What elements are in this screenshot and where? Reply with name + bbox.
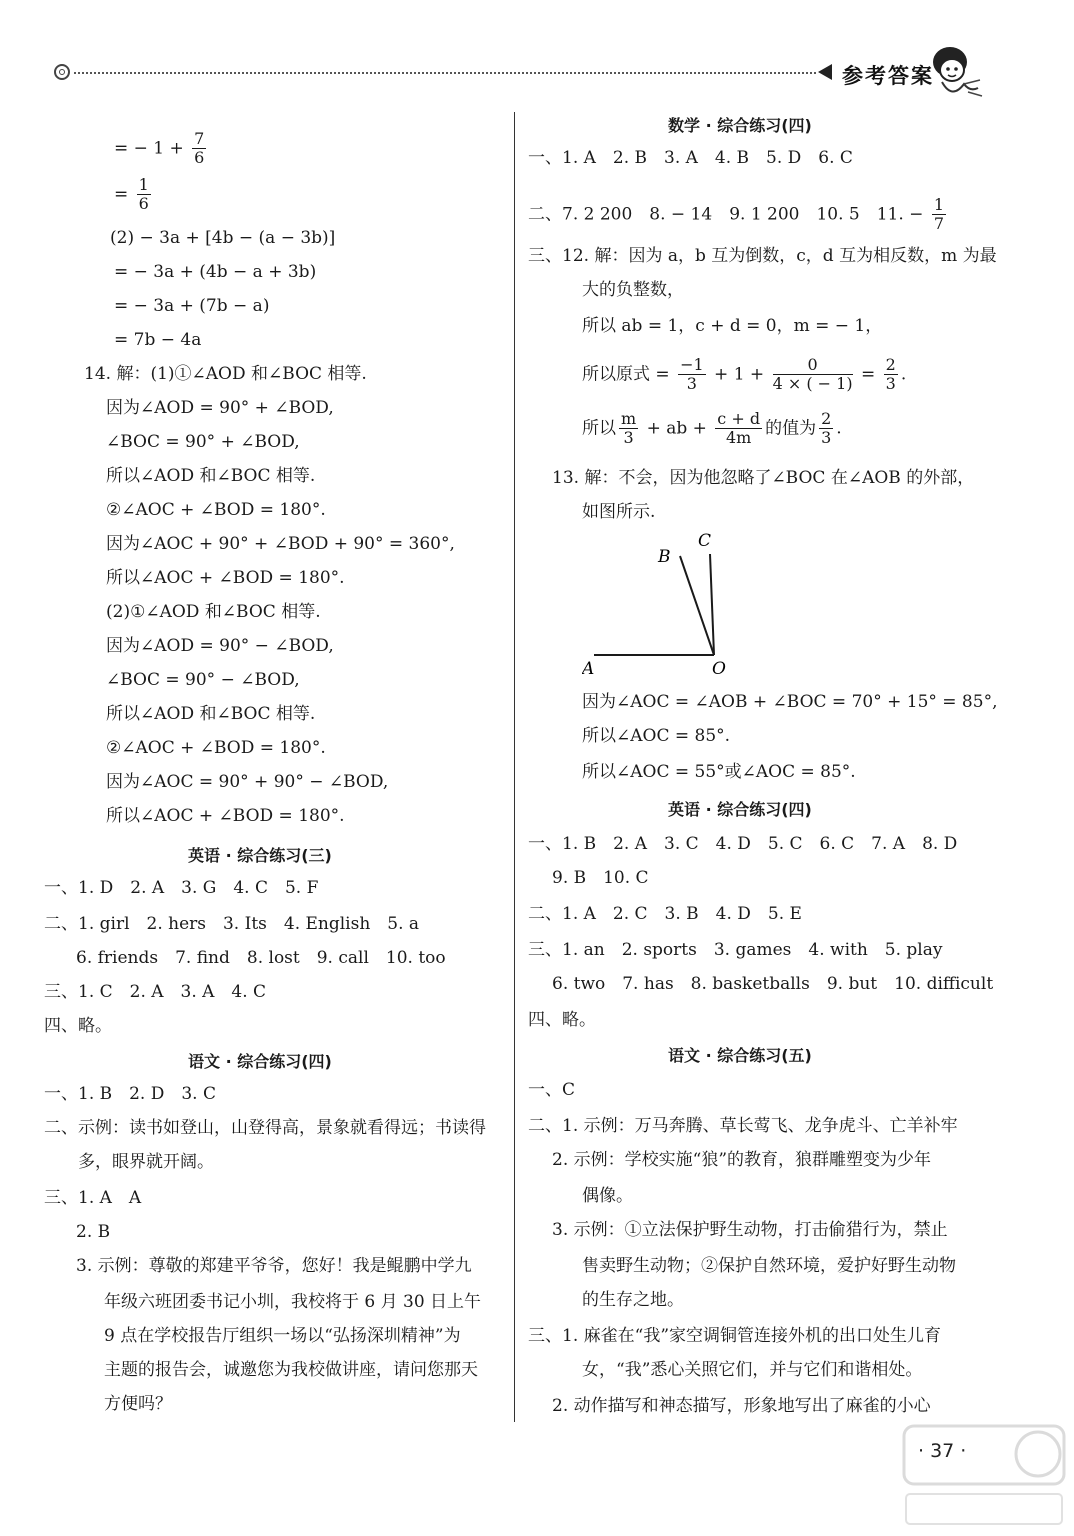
- ray-OB: [680, 556, 714, 655]
- answer-line: = − 1 + $\frac{7}{6}$: [114, 129, 205, 168]
- answer-line: 9 点在学校报告厅组织一场以“弘扬深圳精神”为: [104, 1326, 461, 1346]
- answer-line: 一、1. A 2. B 3. A 4. B 5. D 6. C: [528, 148, 853, 168]
- column-divider: [514, 112, 515, 1422]
- answer-line: 年级六班团委书记小圳，我校将于 6 月 30 日上午: [104, 1292, 482, 1312]
- answer-line: 方便吗？: [104, 1394, 172, 1414]
- answer-line: 14. 解：(1)①∠AOD 和∠BOC 相等.: [84, 364, 367, 384]
- answer-line: 二、1. 示例：万马奔腾、草长莺飞、龙争虎斗、亡羊补牢: [528, 1116, 958, 1136]
- answer-line: 主题的报告会，诚邀您为我校做讲座，请问您那天: [104, 1360, 478, 1380]
- fraction: $\frac{1}{7}$: [933, 195, 945, 234]
- answer-line: 所以∠AOC = 85°.: [582, 726, 731, 746]
- answer-line: = − 3a + (4b − a + 3b): [114, 262, 317, 282]
- label-A: A: [582, 659, 595, 678]
- answer-line: ∠BOC = 90° − ∠BOD,: [106, 670, 300, 690]
- header-circle-icon: [54, 64, 70, 80]
- answer-line: 2. 动作描写和神态描写，形象地写出了麻雀的小心: [552, 1396, 931, 1416]
- answer-line: 一、1. D 2. A 3. G 4. C 5. F: [44, 878, 319, 898]
- answer-line: 三、1. 麻雀在“我”家空调铜管连接外机的出口处生儿育: [528, 1326, 942, 1346]
- answer-line: 所以原式 = $\frac{-1}{3}$ + 1 + $\frac{0}{4 \times ( - 1)}$ = $\frac{2}{3}$ .: [582, 355, 907, 394]
- answer-line: 一、C: [528, 1080, 576, 1100]
- answer-line: 二、1. A 2. C 3. B 4. D 5. E: [528, 904, 802, 924]
- fraction: $\frac{m}{3}$: [621, 409, 637, 448]
- answer-line: 三、1. an 2. sports 3. games 4. with 5. play: [528, 940, 943, 960]
- mascot-icon: [924, 40, 984, 110]
- fraction: $\frac{-1}{3}$: [680, 355, 704, 394]
- answer-line: (2)①∠AOD 和∠BOC 相等.: [106, 602, 321, 622]
- answer-line: 四、略。: [528, 1010, 596, 1030]
- page-number: · 37 ·: [918, 1440, 967, 1462]
- answer-line: = − 3a + (7b − a): [114, 296, 270, 316]
- section-title: 英语 · 综合练习(三): [188, 846, 332, 865]
- section-title: 语文 · 综合练习(五): [668, 1046, 812, 1065]
- header-arrow-icon: [818, 64, 832, 80]
- answer-line: 因为∠AOC + 90° + ∠BOD + 90° = 360°,: [106, 534, 455, 554]
- answer-line: 一、1. B 2. D 3. C: [44, 1084, 217, 1104]
- answer-line: 三、1. C 2. A 3. A 4. C: [44, 982, 267, 1002]
- answer-line: 二、1. girl 2. hers 3. Its 4. English 5. a: [44, 914, 420, 934]
- answer-line: 因为∠AOC = ∠AOB + ∠BOC = 70° + 15° = 85°,: [582, 692, 998, 712]
- answer-line: 多，眼界就开阔。: [78, 1152, 214, 1172]
- fraction: $\frac{c + d}{4m}$: [717, 409, 761, 448]
- label-O: O: [712, 659, 726, 678]
- section-title: 英语 · 综合练习(四): [668, 800, 812, 819]
- answer-line: 三、12. 解：因为 a，b 互为倒数，c，d 互为相反数，m 为最: [528, 246, 997, 266]
- answer-line: 所以 $\frac{m}{3}$ + ab + $\frac{c + d}{4m}$ 的值为 $\frac{2}{3}$ .: [582, 409, 842, 448]
- answer-line: 13. 解：不会，因为他忽略了∠BOC 在∠AOB 的外部，: [552, 468, 975, 488]
- answer-line: 所以∠AOC = 55°或∠AOC = 85°.: [582, 762, 856, 782]
- fraction: $\frac{2}{3}$: [885, 355, 896, 394]
- label-B: B: [658, 547, 671, 567]
- answer-line: 6. two 7. has 8. basketballs 9. but 10. difficult: [552, 974, 994, 994]
- answer-line: 因为∠AOD = 90° − ∠BOD,: [106, 636, 334, 656]
- answer-line: 3. 示例：①立法保护野生动物，打击偷猎行为，禁止: [552, 1220, 948, 1240]
- section-title: 数学 · 综合练习(四): [668, 116, 812, 135]
- answer-line: 3. 示例：尊敬的郑建平爷爷，您好！我是鲲鹏中学九: [76, 1256, 472, 1276]
- header-dotted-rule: [74, 72, 816, 74]
- answer-line: = 7b − 4a: [114, 330, 202, 350]
- answer-line: 9. B 10. C: [552, 868, 649, 888]
- answer-line: 二、7. 2 200 8. − 14 9. 1 200 10. 5 11. − $\frac{1}{7}$: [528, 195, 945, 234]
- ray-OC: [710, 554, 714, 655]
- answer-line: 所以∠AOD 和∠BOC 相等.: [106, 466, 316, 486]
- answer-line: 如图所示.: [582, 502, 656, 522]
- section-title: 语文 · 综合练习(四): [188, 1052, 332, 1071]
- answer-line: 四、略。: [44, 1016, 112, 1036]
- answer-line: ∠BOC = 90° + ∠BOD,: [106, 432, 300, 452]
- fraction: $\frac{1}{6}$: [138, 175, 149, 214]
- watermark-logo: [900, 1420, 1070, 1530]
- answer-line: 2. 示例：学校实施“狼”的教育，狼群雕塑变为少年: [552, 1150, 932, 1170]
- answer-line: 所以 ab = 1，c + d = 0，m = − 1，: [582, 316, 883, 336]
- answer-line: 所以∠AOD 和∠BOC 相等.: [106, 704, 316, 724]
- answer-line: = $\frac{1}{6}$: [114, 175, 149, 214]
- answer-line: ②∠AOC + ∠BOD = 180°.: [106, 738, 326, 758]
- answer-line: 因为∠AOC = 90° + 90° − ∠BOD,: [106, 772, 389, 792]
- answer-line: (2) − 3a + [4b − (a − 3b)]: [110, 228, 336, 248]
- answer-line: 二、示例：读书如登山，山登得高，景象就看得远；书读得: [44, 1118, 486, 1138]
- answer-line: 所以∠AOC + ∠BOD = 180°.: [106, 568, 345, 588]
- fraction: $\frac{0}{4 \times ( - 1)}$: [772, 355, 853, 394]
- answer-line: ②∠AOC + ∠BOD = 180°.: [106, 500, 326, 520]
- answer-line: 2. B: [76, 1222, 111, 1242]
- label-C: C: [698, 531, 712, 551]
- answer-line: 大的负整数，: [582, 280, 684, 300]
- fraction: $\frac{7}{6}$: [194, 129, 205, 168]
- page-header: [0, 0, 1074, 110]
- answer-line: 因为∠AOD = 90° + ∠BOD,: [106, 398, 334, 418]
- answer-line: 三、1. A A: [44, 1188, 142, 1208]
- answer-line: 一、1. B 2. A 3. C 4. D 5. C 6. C 7. A 8. D: [528, 834, 958, 854]
- answer-line: 所以∠AOC + ∠BOD = 180°.: [106, 806, 345, 826]
- answer-line: 偶像。: [582, 1186, 633, 1206]
- angle-figure: [582, 528, 752, 678]
- answer-line: 6. friends 7. find 8. lost 9. call 10. too: [76, 948, 446, 968]
- header-title: 参考答案: [842, 64, 934, 88]
- answer-line: 售卖野生动物；②保护自然环境，爱护好野生动物: [582, 1256, 956, 1276]
- fraction: $\frac{2}{3}$: [821, 409, 832, 448]
- answer-line: 女，“我”悉心关照它们，并与它们和谐相处。: [582, 1360, 923, 1380]
- answer-line: 的生存之地。: [582, 1290, 684, 1310]
